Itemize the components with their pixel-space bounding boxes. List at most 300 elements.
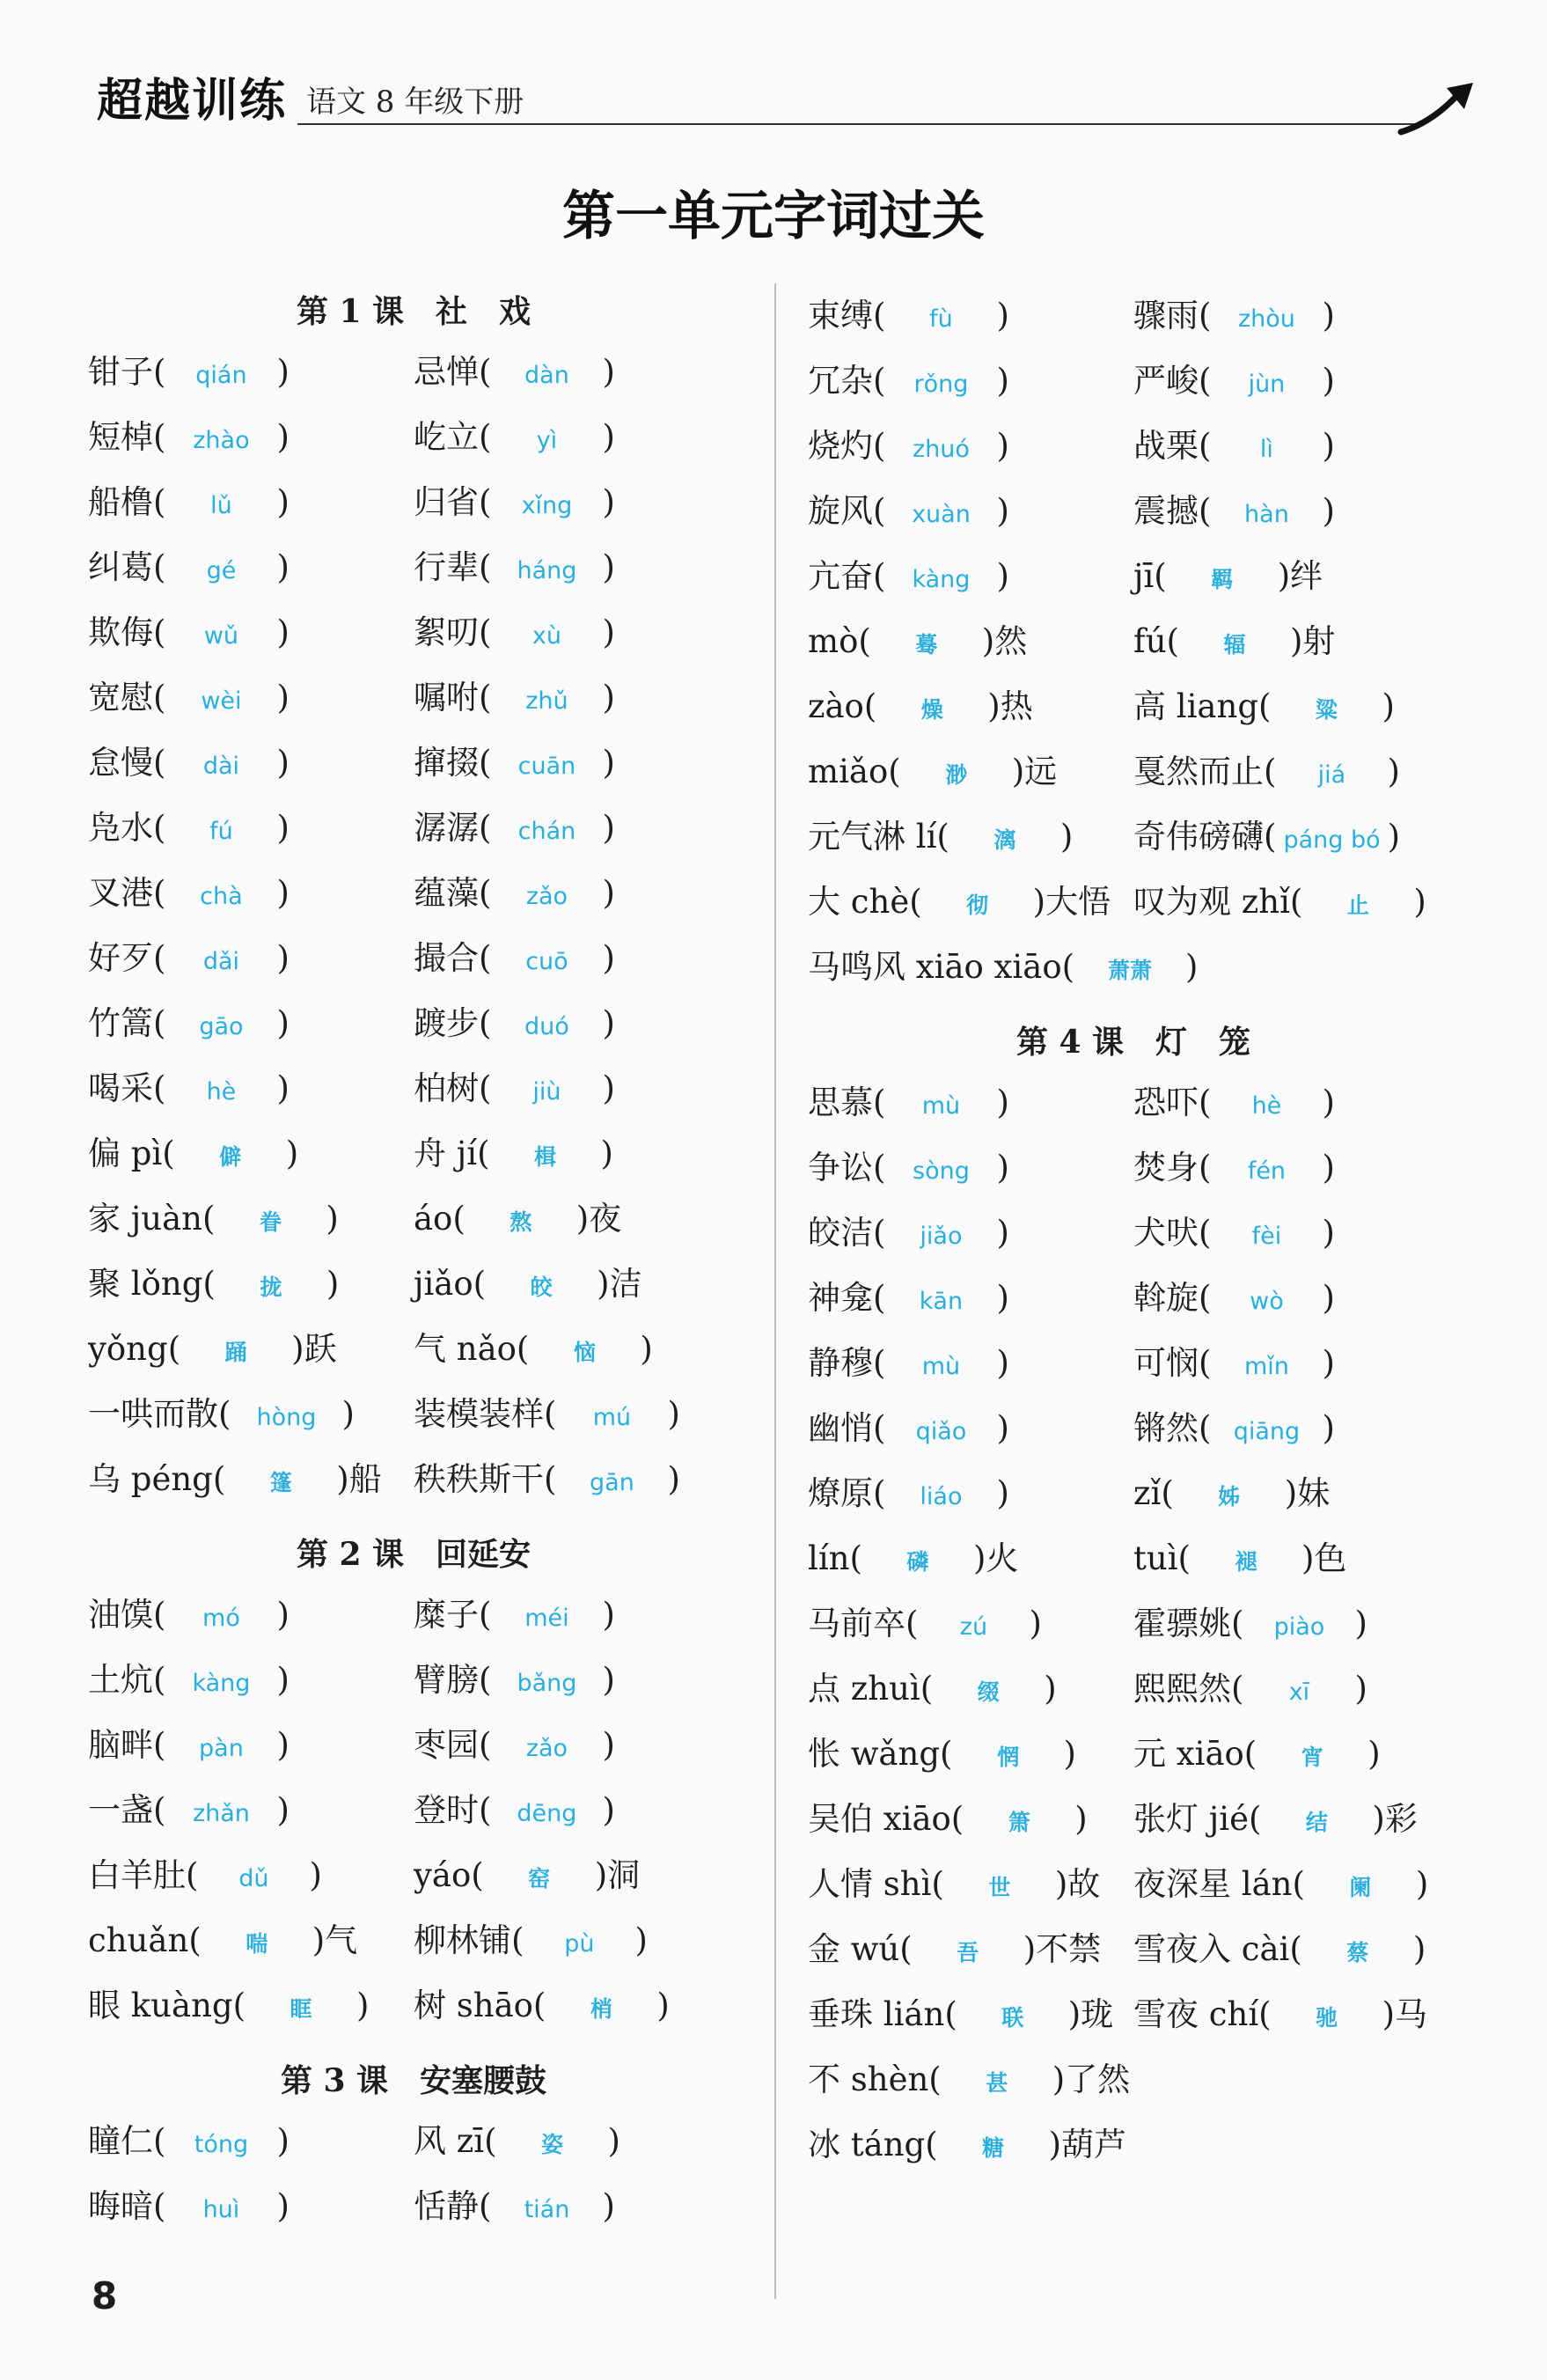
vocab-suffix: )	[276, 939, 290, 977]
vocab-answer: dǎi	[202, 948, 240, 975]
vocab-prompt: 可悯(	[1133, 1344, 1212, 1382]
vocab-answer: qiāng	[1233, 1418, 1301, 1445]
vocab-answer: wèi	[201, 687, 242, 715]
vocab-prompt: 锵然(	[1133, 1409, 1212, 1447]
vocab-answer: kàng	[192, 1670, 251, 1697]
vocab-suffix: )然	[981, 622, 1028, 660]
vocab-prompt: áo(	[414, 1200, 466, 1238]
vocab-suffix: )	[602, 874, 615, 912]
lesson-1-list	[88, 340, 739, 1512]
vocab-answer: 梢	[590, 1996, 612, 2022]
vocab-answer: háng	[517, 557, 577, 584]
vocab-prompt: 屹立(	[414, 418, 492, 456]
vocab-answer: 联	[1001, 2005, 1024, 2031]
vocab-prompt: 焚身(	[1133, 1149, 1212, 1186]
vocab-prompt: 归省(	[414, 483, 492, 521]
vocab-suffix: )	[1382, 687, 1395, 725]
vocab-entry	[88, 2174, 414, 2239]
vocab-answer: dǔ	[238, 1865, 269, 1892]
vocab-prompt: 雪夜 chí(	[1133, 1995, 1272, 2033]
vocab-entry	[808, 1266, 1133, 1331]
vocab-answer: gān	[590, 1469, 634, 1496]
vocab-suffix: )	[996, 1214, 1009, 1252]
vocab-prompt: 严峻(	[1133, 362, 1212, 400]
vocab-prompt: 舟 jí(	[414, 1135, 490, 1172]
vocab-entry	[88, 1121, 414, 1186]
vocab-entry	[1133, 1526, 1459, 1591]
vocab-entry	[808, 1852, 1133, 1917]
vocab-prompt: 白羊肚(	[88, 1856, 199, 1894]
page-number: 8	[92, 2274, 118, 2318]
vocab-suffix: )	[602, 418, 615, 456]
vocab-entry	[414, 731, 739, 796]
vocab-entry	[1133, 739, 1459, 804]
vocab-answer: qián	[195, 362, 247, 389]
vocab-suffix: )	[1387, 753, 1400, 790]
vocab-answer: 燥	[920, 697, 943, 723]
vocab-prompt: 晦暗(	[88, 2187, 166, 2225]
vocab-entry	[88, 535, 414, 600]
vocab-entry	[88, 1713, 414, 1778]
vocab-suffix: )	[276, 418, 290, 456]
vocab-answer: zhào	[193, 427, 250, 454]
vocab-entry	[88, 1973, 414, 2038]
vocab-suffix: )	[602, 613, 615, 651]
vocab-prompt: 霍骠姚(	[1133, 1605, 1244, 1642]
vocab-suffix: )	[276, 744, 290, 782]
vocab-suffix: )	[1322, 1149, 1335, 1186]
vocab-entry	[414, 796, 739, 861]
vocab-answer: dài	[202, 753, 240, 780]
vocab-prompt: 乌 péng(	[88, 1460, 226, 1498]
book-subtitle: 语文 8 年级下册	[306, 84, 524, 120]
vocab-entry	[88, 1583, 414, 1648]
vocab-prompt: chuǎn(	[88, 1921, 202, 1959]
vocab-prompt: 震撼(	[1133, 492, 1212, 530]
vocab-suffix: )	[276, 613, 290, 651]
vocab-entry	[88, 1908, 414, 1973]
vocab-answer: chán	[517, 818, 576, 845]
vocab-prompt: 秩秩斯干(	[414, 1460, 557, 1498]
vocab-answer: 蔡	[1346, 1940, 1369, 1965]
vocab-entry	[1133, 349, 1459, 414]
vocab-answer: hàn	[1244, 501, 1289, 528]
vocab-suffix: )	[602, 483, 615, 521]
vocab-prompt: 蕴藻(	[414, 874, 492, 912]
vocab-entry	[1133, 1982, 1459, 2047]
vocab-suffix: )	[276, 874, 290, 912]
vocab-prompt: 马前卒(	[808, 1605, 919, 1642]
vocab-answer: cuān	[517, 753, 576, 780]
vocab-suffix: )	[309, 1856, 322, 1894]
vocab-answer: bǎng	[517, 1670, 577, 1697]
vocab-answer: 僻	[219, 1144, 242, 1170]
vocab-entry	[88, 991, 414, 1056]
vocab-prompt: 元气淋 lí(	[808, 818, 949, 856]
vocab-entry	[808, 1461, 1133, 1526]
vocab-answer: cuō	[525, 948, 568, 975]
vocab-answer: zú	[959, 1613, 988, 1641]
lesson-3-title: 第 3 课 安塞腰鼓	[280, 2062, 547, 2099]
vocab-answer: zhuó	[912, 436, 970, 463]
vocab-prompt: 高 liang(	[1133, 687, 1272, 725]
vocab-suffix: )	[1354, 1670, 1367, 1708]
vocab-suffix: )	[1074, 1800, 1088, 1838]
vocab-answer: 驰	[1316, 2005, 1338, 2031]
vocab-answer: fù	[929, 305, 953, 333]
vocab-answer: yì	[536, 427, 558, 454]
vocab-entry	[1133, 479, 1459, 544]
vocab-entry	[88, 1843, 414, 1908]
vocab-suffix: )	[602, 1069, 615, 1107]
vocab-prompt: 装模装样(	[414, 1395, 557, 1433]
vocab-answer: 楫	[534, 1144, 557, 1170]
vocab-entry	[414, 2109, 739, 2174]
vocab-prompt: 戛然而止(	[1133, 753, 1277, 790]
vocab-answer: kān	[919, 1288, 964, 1315]
vocab-entry	[808, 544, 1133, 609]
vocab-answer: xǐng	[521, 492, 573, 519]
vocab-suffix: )色	[1301, 1539, 1347, 1577]
vocab-suffix: )远	[1011, 753, 1058, 790]
vocab-suffix: )	[276, 2122, 290, 2160]
vocab-entry	[414, 1317, 739, 1382]
vocab-prompt: 斡旋(	[1133, 1279, 1212, 1317]
vocab-entry	[88, 1648, 414, 1713]
lesson-4-list	[808, 1070, 1459, 2047]
vocab-entry	[88, 405, 414, 470]
vocab-prompt: 人情 shì(	[808, 1865, 944, 1903]
vocab-suffix: )	[667, 1395, 680, 1433]
vocab-entry	[88, 1447, 414, 1512]
vocab-entry	[1133, 609, 1459, 674]
vocab-entry	[808, 349, 1133, 414]
vocab-entry	[88, 1056, 414, 1121]
vocab-suffix: )	[996, 1279, 1009, 1317]
vocab-answer: mù	[921, 1092, 961, 1120]
vocab-suffix: )	[600, 1135, 613, 1172]
vocab-answer: lì	[1259, 436, 1273, 463]
vocab-prompt: 骤雨(	[1133, 297, 1212, 334]
vocab-suffix: )	[1322, 297, 1335, 334]
vocab-answer: 粱	[1315, 697, 1338, 723]
vocab-answer: 羁	[1211, 567, 1234, 592]
vocab-suffix: )	[276, 1726, 290, 1764]
vocab-prompt: lín(	[808, 1539, 862, 1577]
vocab-suffix: )跃	[291, 1330, 337, 1368]
vocab-entry	[808, 870, 1133, 935]
vocab-suffix: )葫芦	[1048, 2126, 1127, 2163]
vocab-entry	[808, 1722, 1133, 1787]
vocab-prompt: 踱步(	[414, 1004, 492, 1042]
vocab-prompt: 风 zī(	[414, 2122, 497, 2160]
vocab-prompt: zǐ(	[1133, 1474, 1174, 1512]
vocab-prompt: 凫水(	[88, 809, 166, 847]
vocab-entry	[414, 600, 739, 665]
vocab-prompt: 燎原(	[808, 1474, 886, 1512]
vocab-answer: 结	[1305, 1810, 1328, 1835]
vocab-prompt: 怅 wǎng(	[808, 1735, 953, 1773]
vocab-prompt: 大 chè(	[808, 883, 922, 921]
vocab-prompt: 偏 pì(	[88, 1135, 175, 1172]
vocab-answer: 踊	[224, 1340, 247, 1365]
vocab-answer: 漓	[993, 827, 1016, 853]
vocab-entry	[1133, 1722, 1459, 1787]
vocab-suffix: )	[276, 1791, 290, 1829]
vocab-answer: 渺	[945, 762, 968, 788]
vocab-suffix: )	[276, 483, 290, 521]
vocab-answer: hè	[206, 1078, 237, 1106]
vocab-suffix: )	[602, 1791, 615, 1829]
vocab-answer: gé	[206, 557, 237, 584]
vocab-entry	[808, 1982, 1133, 2047]
vocab-suffix: )	[602, 353, 615, 391]
vocab-suffix: )	[602, 809, 615, 847]
vocab-prompt: 叹为观 zhǐ(	[1133, 883, 1303, 921]
vocab-entry	[414, 1778, 739, 1843]
vocab-prompt: 枣园(	[414, 1726, 492, 1764]
vocab-prompt: 幽悄(	[808, 1409, 886, 1447]
right-column	[808, 283, 1459, 2178]
vocab-prompt: 糜子(	[414, 1596, 492, 1634]
vocab-entry	[414, 1382, 739, 1447]
vocab-answer: 眷	[259, 1209, 282, 1235]
vocab-suffix: )	[276, 1004, 290, 1042]
vocab-entry	[808, 283, 1133, 349]
vocab-suffix: )	[1044, 1670, 1057, 1708]
vocab-entry	[414, 1121, 739, 1186]
vocab-suffix: )	[996, 1344, 1009, 1382]
vocab-prompt: 气 nǎo(	[414, 1330, 530, 1368]
vocab-answer: 甚	[986, 2070, 1008, 2096]
vocab-suffix: )	[326, 1200, 339, 1238]
vocab-suffix: )	[602, 1596, 615, 1634]
vocab-suffix: )	[276, 2187, 290, 2225]
vocab-answer: hè	[1251, 1092, 1282, 1120]
vocab-prompt: 行辈(	[414, 548, 492, 586]
vocab-suffix: )绊	[1277, 557, 1323, 595]
vocab-suffix: )火	[972, 1539, 1019, 1577]
column-divider	[774, 283, 776, 2299]
vocab-answer: mù	[921, 1353, 961, 1380]
vocab-prompt: zào(	[808, 687, 877, 725]
vocab-suffix: )了然	[1052, 2060, 1131, 2098]
vocab-prompt: yáo(	[414, 1856, 484, 1894]
vocab-answer: 箫	[1008, 1810, 1030, 1835]
vocab-prompt: 絮叨(	[414, 613, 492, 651]
vocab-suffix: )	[276, 1596, 290, 1634]
vocab-entry	[414, 1056, 739, 1121]
vocab-prompt: 船橹(	[88, 483, 166, 521]
vocab-answer: mó	[202, 1605, 240, 1632]
vocab-suffix: )	[356, 1987, 370, 2024]
vocab-entry	[808, 1591, 1133, 1656]
vocab-answer: zhǔ	[525, 687, 568, 715]
vocab-suffix: )	[276, 1069, 290, 1107]
vocab-answer: 世	[988, 1875, 1011, 1900]
vocab-entry	[414, 405, 739, 470]
vocab-prompt: 束缚(	[808, 297, 886, 334]
vocab-answer: duó	[524, 1013, 569, 1040]
vocab-answer: 窑	[528, 1866, 551, 1892]
vocab-entry	[808, 1526, 1133, 1591]
vocab-answer: jiǎo	[920, 1223, 963, 1250]
vocab-prompt: 柳林铺(	[414, 1921, 524, 1959]
vocab-prompt: 冗杂(	[808, 362, 886, 400]
vocab-answer: zǎo	[525, 883, 568, 910]
vocab-entry	[414, 535, 739, 600]
vocab-entry	[414, 1252, 739, 1317]
vocab-answer: 彻	[966, 892, 989, 918]
vocab-prompt: 垂珠 lián(	[808, 1995, 957, 2033]
page-header	[97, 58, 1470, 137]
vocab-answer: dēng	[517, 1800, 577, 1827]
vocab-suffix: )船	[336, 1460, 382, 1498]
vocab-suffix: )	[602, 1726, 615, 1764]
lesson-2-list	[88, 1583, 739, 2038]
vocab-answer: 吾	[957, 1940, 979, 1965]
vocab-suffix: )	[1322, 492, 1335, 530]
vocab-suffix: )	[1322, 1083, 1335, 1121]
vocab-entry	[1133, 1201, 1459, 1266]
vocab-entry	[414, 926, 739, 991]
vocab-suffix: )大悟	[1032, 883, 1111, 921]
vocab-answer: fén	[1247, 1157, 1287, 1185]
vocab-answer: 皎	[530, 1274, 553, 1300]
vocab-suffix: )射	[1289, 622, 1336, 660]
lesson-3-list-tail	[808, 935, 1459, 1000]
vocab-answer: 褪	[1235, 1549, 1257, 1575]
vocab-entry	[808, 739, 1133, 804]
vocab-prompt: 点 zhuì(	[808, 1670, 934, 1708]
vocab-suffix: )	[1415, 1865, 1429, 1903]
vocab-suffix: )珑	[1067, 1995, 1114, 2033]
vocab-prompt: 犬吠(	[1133, 1214, 1212, 1252]
vocab-entry	[88, 1252, 414, 1317]
vocab-entry	[1133, 1331, 1459, 1396]
vocab-entry	[414, 1447, 739, 1512]
vocab-answer: dàn	[524, 362, 569, 389]
vocab-prompt: 树 shāo(	[414, 1987, 546, 2024]
vocab-suffix: )	[1322, 427, 1335, 465]
vocab-entry	[88, 796, 414, 861]
vocab-prompt: 欺侮(	[88, 613, 166, 651]
vocab-entry	[808, 1917, 1133, 1982]
vocab-answer: 惘	[996, 1745, 1019, 1770]
vocab-prompt: 恬静(	[414, 2187, 492, 2225]
vocab-answer: jiù	[532, 1078, 561, 1106]
vocab-entry	[808, 935, 1459, 1000]
vocab-suffix: )	[602, 1661, 615, 1699]
vocab-entry	[1133, 1591, 1459, 1656]
vocab-prompt: 旋风(	[808, 492, 886, 530]
vocab-answer: 喘	[246, 1931, 268, 1957]
vocab-prompt: 恐吓(	[1133, 1083, 1212, 1121]
vocab-answer: fèi	[1251, 1223, 1282, 1250]
vocab-prompt: 眼 kuàng(	[88, 1987, 246, 2024]
vocab-answer: 磷	[906, 1549, 929, 1575]
brand-logo: 超越训练	[97, 75, 288, 128]
vocab-prompt: 脑畔(	[88, 1726, 166, 1764]
vocab-suffix: )	[996, 362, 1009, 400]
vocab-answer: xù	[532, 622, 561, 650]
vocab-prompt: 夜深星 lán(	[1133, 1865, 1305, 1903]
vocab-prompt: 皎洁(	[808, 1214, 886, 1252]
vocab-prompt: 熙熙然(	[1133, 1670, 1244, 1708]
vocab-suffix: )	[1063, 1735, 1076, 1773]
vocab-entry	[808, 674, 1133, 739]
vocab-suffix: )	[1059, 818, 1074, 856]
vocab-prompt: 钳子(	[88, 353, 166, 391]
vocab-entry	[414, 1843, 739, 1908]
vocab-suffix: )	[341, 1395, 355, 1433]
vocab-entry	[1133, 544, 1459, 609]
vocab-suffix: )	[1322, 1344, 1335, 1382]
vocab-entry	[808, 1070, 1133, 1135]
vocab-entry	[1133, 1656, 1459, 1722]
vocab-entry	[88, 1778, 414, 1843]
vocab-prompt: 金 wú(	[808, 1930, 913, 1968]
vocab-answer: piào	[1273, 1613, 1325, 1641]
vocab-entry	[808, 2112, 1459, 2178]
vocab-entry	[1133, 414, 1459, 479]
vocab-answer: 阑	[1349, 1875, 1372, 1900]
vocab-entry	[808, 1787, 1133, 1852]
vocab-answer: xī	[1288, 1678, 1310, 1706]
vocab-entry	[808, 1135, 1133, 1201]
vocab-answer: zhòu	[1237, 305, 1295, 333]
vocab-answer: 姊	[1218, 1484, 1241, 1510]
vocab-suffix: )	[602, 2187, 615, 2225]
vocab-suffix: )	[996, 427, 1009, 465]
vocab-entry	[1133, 1917, 1459, 1982]
vocab-prompt: 竹篙(	[88, 1004, 166, 1042]
vocab-prompt: 忌惮(	[414, 353, 492, 391]
vocab-answer: 姿	[541, 2132, 564, 2157]
vocab-prompt: 土炕(	[88, 1661, 166, 1699]
vocab-prompt: 柏树(	[414, 1069, 492, 1107]
vocab-suffix: )马	[1382, 1995, 1428, 2033]
vocab-suffix: )	[996, 557, 1009, 595]
vocab-suffix: )	[996, 1409, 1009, 1447]
vocab-prompt: 奇伟磅礴(	[1133, 818, 1277, 856]
vocab-entry	[1133, 870, 1459, 935]
vocab-answer: sòng	[913, 1157, 970, 1185]
vocab-prompt: 撺掇(	[414, 744, 492, 782]
vocab-prompt: 冰 táng(	[808, 2126, 938, 2163]
vocab-entry	[414, 1583, 739, 1648]
vocab-suffix: )	[1322, 362, 1335, 400]
vocab-prompt: 好歹(	[88, 939, 166, 977]
vocab-entry	[88, 340, 414, 405]
vocab-entry	[88, 600, 414, 665]
vocab-entry	[88, 1317, 414, 1382]
vocab-entry	[808, 609, 1133, 674]
vocab-prompt: 撮合(	[414, 939, 492, 977]
vocab-prompt: 短棹(	[88, 418, 166, 456]
vocab-suffix: )	[1322, 1409, 1335, 1447]
vocab-entry	[88, 2109, 414, 2174]
lesson-3-list	[88, 2109, 739, 2239]
vocab-prompt: 神龛(	[808, 1279, 886, 1317]
vocab-prompt: 喝采(	[88, 1069, 166, 1107]
vocab-suffix: )	[667, 1460, 680, 1498]
vocab-suffix: )	[640, 1330, 653, 1368]
lesson-1-title: 第 1 课 社 戏	[296, 293, 532, 330]
vocab-answer: tóng	[194, 2131, 249, 2158]
vocab-answer: páng bó	[1283, 826, 1381, 854]
vocab-answer: tián	[524, 2196, 570, 2223]
